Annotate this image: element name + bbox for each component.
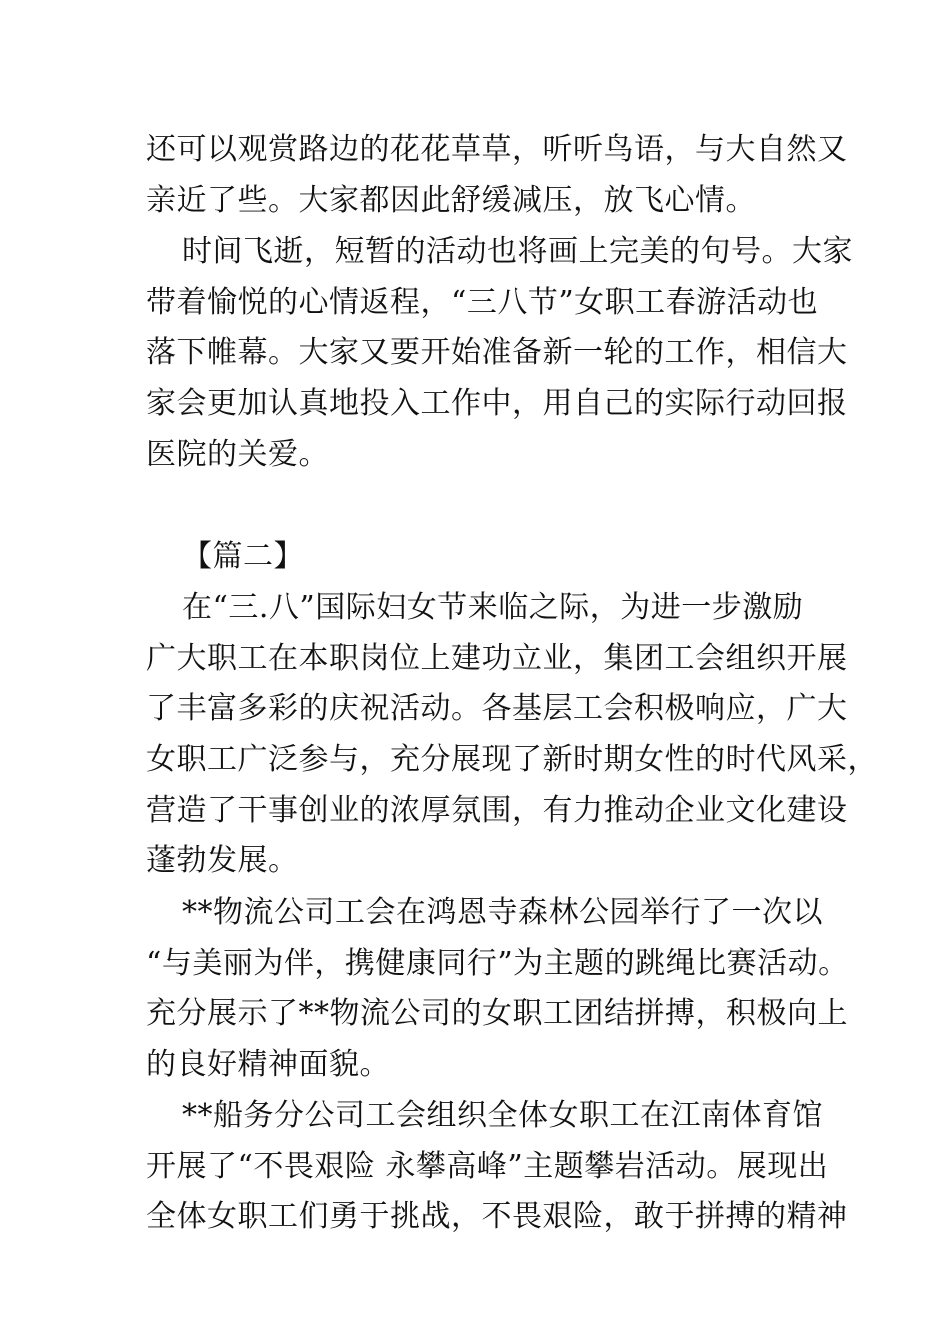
text-line: 开展了“不畏艰险 永攀高峰”主题攀岩活动。展现出 [146, 1149, 829, 1184]
text-line: 时间飞逝，短暂的活动也将画上完美的句号。大家 [182, 234, 853, 269]
text-line: “与美丽为伴，携健康同行”为主题的跳绳比赛活动。 [146, 946, 849, 981]
text-line: 在“三.八”国际妇女节来临之际，为进一步激励 [182, 590, 804, 625]
text-line: 带着愉悦的心情返程，“三八节”女职工春游活动也 [146, 285, 819, 320]
text-line: 女职工广泛参与，充分展现了新时期女性的时代风采， [146, 742, 878, 777]
text-line: **船务分公司工会组织全体女职工在江南体育馆 [182, 1098, 823, 1133]
text-line: 营造了干事创业的浓厚氛围，有力推动企业文化建设 [146, 793, 848, 828]
text-line: 充分展示了**物流公司的女职工团结拼搏，积极向上 [146, 996, 848, 1031]
text-line: 家会更加认真地投入工作中，用自己的实际行动回报 [146, 386, 848, 421]
text-line: 广大职工在本职岗位上建功立业，集团工会组织开展 [146, 641, 848, 676]
text-line: 了丰富多彩的庆祝活动。各基层工会积极响应，广大 [146, 691, 848, 726]
text-line: **物流公司工会在鸿恩寺森林公园举行了一次以 [182, 895, 823, 930]
text-line: 的良好精神面貌。 [146, 1047, 390, 1082]
text-line: 蓬勃发展。 [146, 843, 299, 878]
text-line: 亲近了些。大家都因此舒缓减压，放飞心情。 [146, 183, 756, 218]
text-line: 全体女职工们勇于挑战，不畏艰险，敢于拼搏的精神 [146, 1199, 848, 1234]
text-line: 落下帷幕。大家又要开始准备新一轮的工作，相信大 [146, 335, 848, 370]
text-line: 还可以观赏路边的花花草草，听听鸟语，与大自然又 [146, 132, 848, 167]
text-line: 医院的关爱。 [146, 437, 329, 472]
section-heading: 【篇二】 [182, 539, 304, 574]
